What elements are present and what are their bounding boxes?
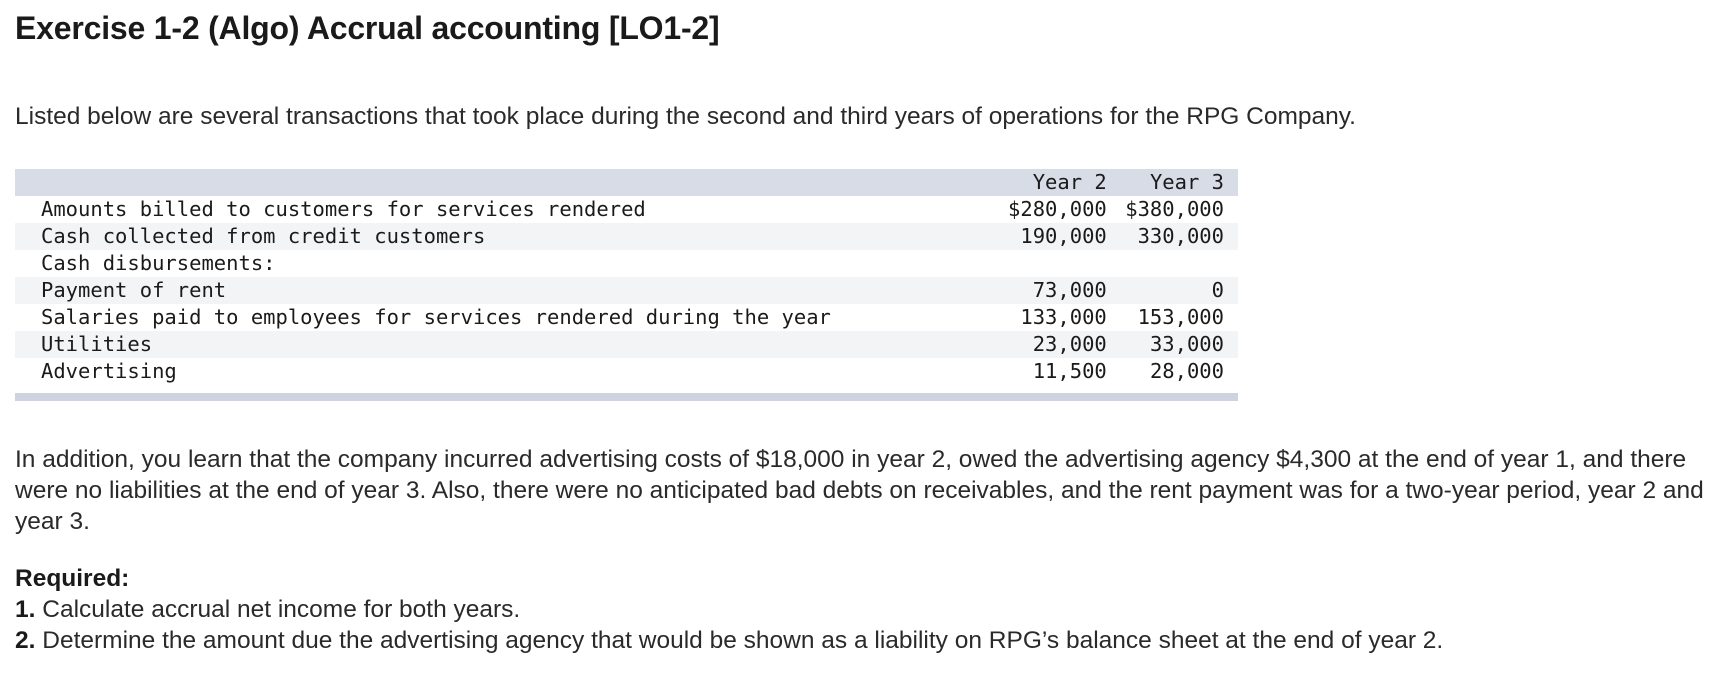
row-year-3-value [1107,250,1238,277]
table-row [15,358,1238,385]
row-label: Payment of rent [41,278,227,302]
transactions-table-container [15,169,1238,401]
table-bottom-border [15,393,1238,401]
row-label: Advertising [41,359,177,383]
additional-info-paragraph: In addition, you learn that the company incurred advertising costs of $18,000 in year 2, owed the advertising agency $4,300 at the end of year 1, and there were no liabilities at the end of year 3. Also, there were no anticipated bad debts on receivables, and the rent payment was for a two-year period, year 2 and year 3. [15,446,1704,535]
row-year-2-value: 23,000 [1032,332,1107,356]
table-row [15,250,1238,277]
header-year-2: Year 2 [1032,170,1107,194]
row-year-3-value: 0 [1211,278,1224,302]
row-year-3-value: 153,000 [1137,305,1224,329]
table-row [15,331,1238,358]
table-row [15,304,1238,331]
row-year-2-value: 11,500 [1032,359,1107,383]
row-year-2-value [901,250,1107,277]
row-year-3-value: $380,000 [1125,197,1224,221]
transactions-table [15,169,1238,385]
row-year-2-value: 73,000 [1032,278,1107,302]
table-header-row [15,169,1238,196]
row-label: Utilities [41,332,153,356]
row-year-3-value: 28,000 [1149,359,1224,383]
table-row [15,196,1238,223]
required-item-text: Calculate accrual net income for both years. [42,596,521,623]
table-row [15,277,1238,304]
intro-text: Listed below are several transactions that took place during the second and third years of operations for the RPG Company. [15,103,1356,130]
row-year-2-value: 133,000 [1020,305,1107,329]
required-item-1 [15,596,520,624]
row-label: Amounts billed to customers for services rendered [41,197,646,221]
row-label: Salaries paid to employees for services rendered during the year [41,305,831,329]
row-label: Cash collected from credit customers [41,224,486,248]
required-item-number: 2. [15,627,36,654]
required-item-number: 1. [15,596,36,623]
required-heading: Required: [15,565,130,592]
header-year-3: Year 3 [1149,170,1224,194]
row-year-3-value: 330,000 [1137,224,1224,248]
row-year-2-value: $280,000 [1008,197,1107,221]
exercise-title: Exercise 1-2 (Algo) Accrual accounting [LO1-2] [15,10,720,46]
required-item-2 [15,627,1443,655]
header-blank [15,169,901,196]
row-label: Cash disbursements: [41,251,276,275]
table-row [15,223,1238,250]
row-year-2-value: 190,000 [1020,224,1107,248]
row-year-3-value: 33,000 [1149,332,1224,356]
required-item-text: Determine the amount due the advertising agency that would be shown as a liability on RPG’s balance sheet at the end of year 2. [42,627,1444,654]
